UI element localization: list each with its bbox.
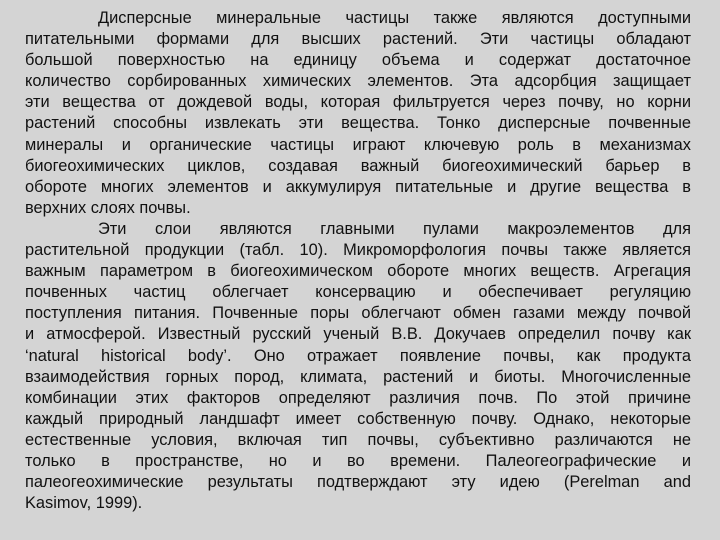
paragraph-2-line-1: Эти слои являются главными пулами макроэлементов для [98, 219, 691, 238]
paragraph-2-line-2: растительной продукции (табл. 10). Микроморфология почвы также является [25, 241, 691, 260]
paragraph-2-line-5: поступления питания. Почвенные поры облегчают обмен газами между почвой [25, 304, 691, 323]
paragraph-1-line-3: большой поверхностью на единицу объема и содержат достаточное [25, 51, 691, 70]
paragraph-2-line-9: комбинации этих факторов определяют различия почв. По этой причине [25, 388, 691, 407]
paragraph-1-line-7: минералы и органические частицы играют ключевую роль в механизмах [25, 135, 691, 154]
paragraph-2 [25, 219, 691, 514]
paragraph-1-line-2: питательными формами для высших растений. Эти частицы обладают [25, 30, 691, 49]
paragraph-1-line-5: эти вещества от дождевой воды, которая фильтруется через почву, но корни [25, 93, 691, 112]
paragraph-2-line-12: только в пространстве, но и во времени. Палеогеографические и [25, 451, 691, 470]
paragraph-2-line-3: важным параметром в биогеохимическом обороте многих веществ. Агрегация [25, 262, 691, 281]
paragraph-2-line-11: естественные условия, включая тип почвы, субъективно различаются не [25, 430, 691, 449]
paragraph-1 [25, 8, 691, 219]
paragraph-2-line-14: Kasimov, 1999). [25, 494, 143, 513]
paragraph-1-line-8: биогеохимических циклов, создавая важный биогеохимический барьер в [25, 156, 691, 175]
paragraph-2-line-8: взаимодействия горных пород, климата, растений и биоты. Многочисленные [25, 367, 691, 386]
paragraph-1-line-4: количество сорбированных химических элементов. Эта адсорбция защищает [25, 72, 691, 91]
paragraph-1-line-10: верхних слоях почвы. [25, 198, 191, 217]
paragraph-1-line-9: обороте многих элементов и аккумулируя питательные и другие вещества в [25, 177, 691, 196]
document-text [25, 8, 691, 514]
paragraph-1-line-1: Дисперсные минеральные частицы также являются доступными [98, 9, 691, 27]
paragraph-2-line-7: ‘natural historical body’. Оно отражает появление почвы, как продукта [25, 346, 691, 365]
paragraph-2-line-10: каждый природный ландшафт имеет собственную почву. Однако, некоторые [25, 409, 691, 428]
paragraph-1-line-6: растений способны извлекать эти вещества. Тонко дисперсные почвенные [25, 114, 691, 133]
paragraph-2-line-4: почвенных частиц облегчает консервацию и обеспечивает регуляцию [25, 283, 691, 302]
paragraph-2-line-13: палеогеохимические результаты подтверждают эту идею (Perelman and [25, 473, 691, 492]
paragraph-2-line-6: и атмосферой. Известный русский ученый В.В. Докучаев определил почву как [25, 325, 691, 344]
